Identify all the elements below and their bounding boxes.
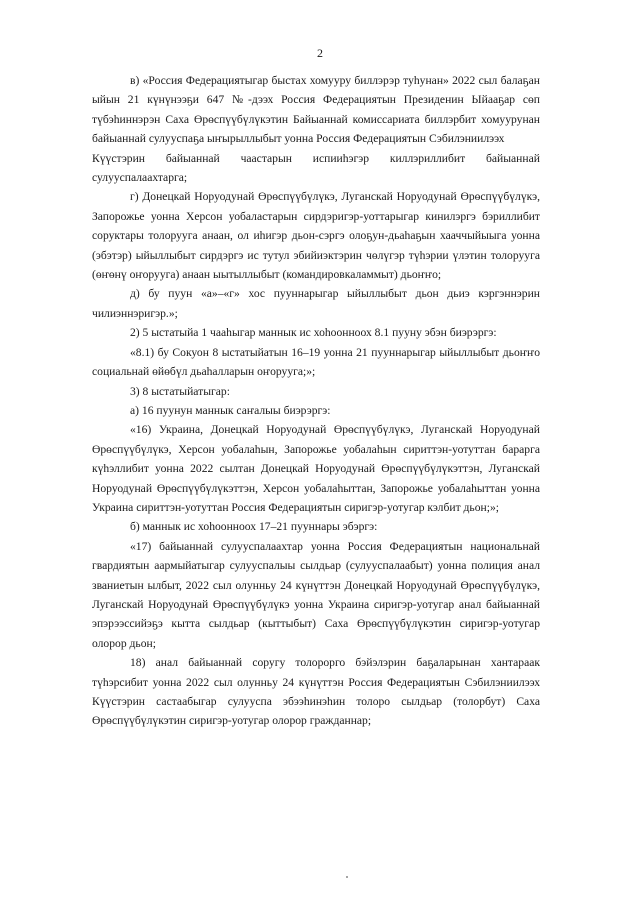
paragraph-a: а) 16 пуунун маннык саҥалыы биэрэргэ:	[130, 403, 331, 417]
paragraph-item-3: 3) 8 ыстатыйатыгар:	[130, 384, 230, 398]
word: киллэриллибит	[389, 151, 466, 165]
paragraph-v	[92, 71, 540, 149]
paragraph-item-16: «16) Украина, Донецкай Норуодунай Өрөспүүбүлүкэ, Луганскай Норуодунай Өрөспүүбүлүкэ, Херсон уобалаһын, Запорожье уобалаһын сириттэн-уотуттан барарга күһэллибит уонна 2022 сылтан Донецкай Норуодунай Өрөспүүбүлүкэттэн, Луганскай Норуодунай Өрөспүүбүлүкэттэн, Херсон уобалаһыттан, Запорожье уобалаһыттан уонна Украина сириттэн-уотуттан Россия Федерациятын сиригэр-уотугар кэлбит дьон;»;	[92, 423, 540, 514]
paragraph-g: г) Донецкай Норуодунай Өрөспүүбүлүкэ, Луганскай Норуодунай Өрөспүүбүлүкэ, Запорожье уонна Херсон уобаластарын сирдэригэр-уоттарыгар кинилэргэ бэриллибит соруктары толорууга анаан, ол иһигэр дьон-сэргэ олоҕун-дьаһаҕын хааччыйыыга уонна (эбэтэр) ыйыллыбыт сирдэргэ ис тутул эбийиэктэрин чөлүгэр түһэрии үлэтин толорууга (өҥөнү оҥорууга) анаан ыытыллыбыт (командировкаламмыт) дьоҥҥо;	[92, 190, 540, 282]
page-speck	[346, 876, 348, 878]
paragraph-v-justified-line	[92, 149, 540, 168]
paragraph-item-2: 2) 5 ыстатыйа 1 чааһыгар маннык ис хоһоонноох 8.1 пууну эбэн биэрэргэ:	[130, 326, 497, 340]
document-body	[92, 71, 540, 731]
paragraph-d: д) бу пуун «а»–«г» хос пууннарыгар ыйыллыбыт дьон дьиэ кэргэннэрин чилиэннэригэр.»;	[92, 287, 540, 320]
paragraph-v-tail: сулууспалаахтарга;	[92, 171, 188, 185]
word: испииһэгэр	[312, 151, 370, 165]
paragraph-item-8-1: «8.1) бу Сокуон 8 ыстатыйатын 16–19 уонна 21 пууннарыгар ыйыллыбыт дьоҥҥо социальнай өйөбүл дьаһалларын оҥорууга;»;	[92, 345, 540, 379]
page-number: 2	[317, 46, 323, 60]
word: байыаннай	[485, 151, 540, 165]
word: Күүстэрин	[92, 151, 146, 165]
word: чаастарын	[240, 151, 292, 165]
paragraph-item-18: 18) анал байыаннай соругу толорорго бэйэлэрин баҕаларынан хантараак түһэрсибит уонна 2022 сыл олунньу 24 күнүттэн Россия Федерациятын Сэбилэниилээх Күүстэрин састаабыгар сулууспа эбээһинэһин толоро сылдьар (толорбут) Саха Өрөспүүбүлүкэтин сиригэр-уотугар олорор гражданнар;	[92, 656, 540, 728]
word: байыаннай	[165, 151, 220, 165]
paragraph-item-17: «17) байыаннай сулууспалаахтар уонна Россия Федерациятын национальнай гвардиятын аармыйатыгар сулууспалыы сылдьар (сулууспалаабыт) уонна полиция анал званиетын ылбыт, 2022 сыл олунньу 24 күнүттэн Донецкай Норуодунай Өрөспүүбүлүкэ, Луганскай Норуодунай Өрөспүүбүлүкэ уонна Украина сиригэр-уотугар анал байыаннай эпэрээссийэҕэ кыттa сылдьар (кыттыбыт) Саха Өрөспүүбүлүкэтин сиригэр-уотугар олорор дьон;	[92, 539, 540, 650]
paragraph-b: б) маннык ис хоһоонноох 17–21 пууннары эбэргэ:	[130, 520, 378, 534]
paragraph-v-text: в) «Россия Федерациятыгар быстах хомууру биллэрэр туһунан» 2022 сыл балаҕан ыйын 21 күнүнээҕи 647 №-дээх Россия Федерациятын Президенин Ыйааҕар сөп түбэһиннэрэн Саха Өрөспүүбүлүкэтин Байыаннай комиссариата биллэрбит хомуурунан байыаннай сулууспаҕа ыҥырыллыбыт уонна Россия Федерациятын Сэбилэниилээх	[92, 74, 540, 146]
